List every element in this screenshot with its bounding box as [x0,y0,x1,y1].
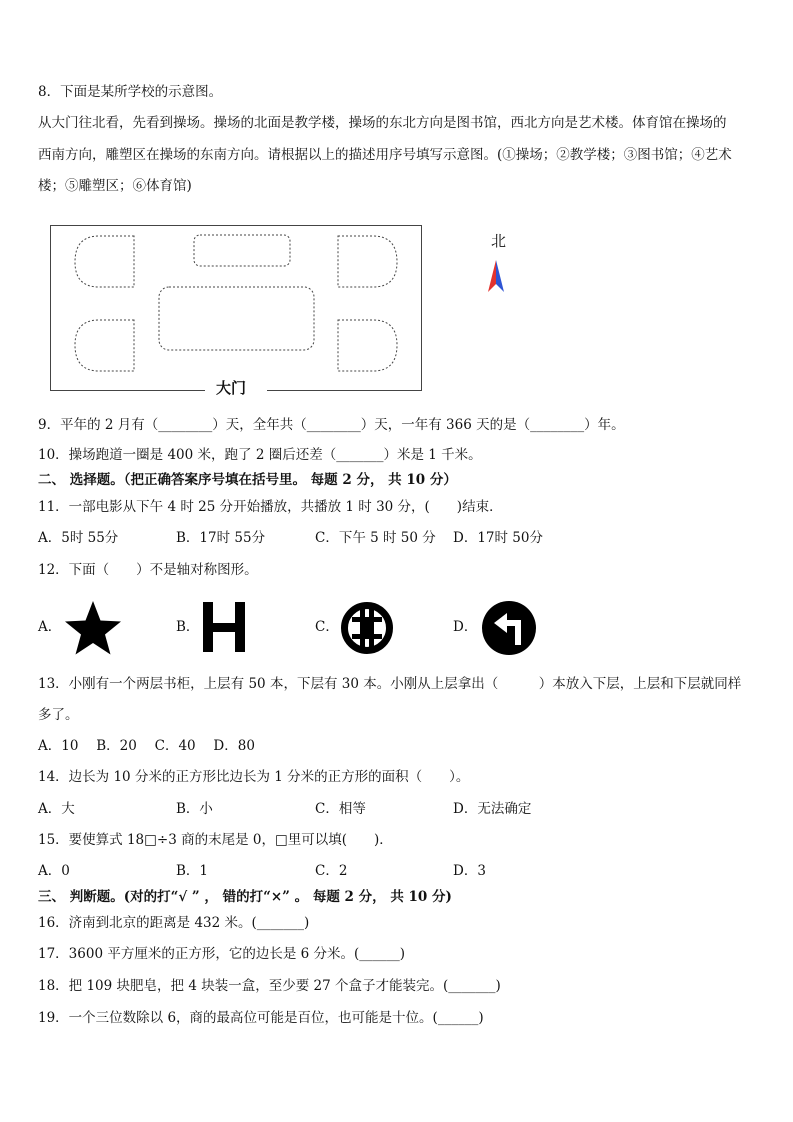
area-southeast [338,320,397,371]
letter-h-icon [201,600,247,654]
area-northeast [338,236,397,287]
q15-stem: 15．要使算式 18□÷3 商的末尾是 0，□里可以填( )． [38,832,393,848]
q12-stem: 12．下面（ ）不是轴对称图形。 [38,562,258,578]
q14-option-a: A．大 [38,801,75,817]
gate-label: 大门 [216,379,247,397]
q12-option-c: C． [315,619,339,635]
north-arrow-icon [486,254,508,294]
area-center [159,287,314,350]
q14-option-b: B．小 [176,801,213,817]
q11-stem: 11．一部电影从下午 4 时 25 分开始播放，共播放 1 时 30 分，( )结束． [38,499,503,515]
q14-stem: 14．边长为 10 分米的正方形比边长为 1 分米的正方形的面积（ ）。 [38,769,470,785]
q18: 18．把 109 块肥皂，把 4 块装一盒，至少要 27 个盒子才能装完。(_______) [38,978,501,994]
school-map [50,225,422,391]
turn-left-sign-icon [480,599,538,657]
q11-option-b: B．17时 55分 [176,530,266,546]
star-icon [62,599,124,657]
q17: 17．3600 平方厘米的正方形，它的边长是 6 分米。(______) [38,946,406,962]
q8-text-line2: 西南方向，雕塑区在操场的东南方向。请根据以上的描述用序号填写示意图。(①操场；②教学楼；③图书馆；④艺术 [38,147,732,163]
section-3-heading: 三、 判断题。(对的打“√ ” ， 错的打“×” 。 每题 2 分， 共 10 分) [38,889,452,905]
q14-option-c: C．相等 [315,801,366,817]
q10: 10．操场跑道一圈是 400 米，跑了 2 圈后还差（_______）米是 1 千米。 [38,447,482,463]
q11-option-c: C．下午 5 时 50 分 [315,530,436,546]
north-label: 北 [491,232,507,250]
area-southwest [75,320,134,371]
q11-option-a: A．5时 55分 [38,530,119,546]
q8-text-line1: 从大门往北看，先看到操场。操场的北面是教学楼，操场的东北方向是图书馆，西北方向是艺术楼。体育馆在操场的 [38,115,727,131]
q15-option-d: D．3 [453,863,486,879]
q12-option-d: D． [453,619,478,635]
q11-option-d: D．17时 50分 [453,530,543,546]
bank-logo-icon [339,600,395,656]
school-map-shapes [51,226,423,392]
q13-options: A．10 B．20 C．40 D．80 [38,738,255,754]
q12-option-b: B． [176,619,200,635]
q16: 16．济南到北京的距离是 432 米。(_______) [38,915,310,931]
q8-text-line3: 楼；⑤雕塑区；⑥体育馆) [38,178,192,194]
q15-option-b: B．1 [176,863,209,879]
q9: 9．平年的 2 月有（________）天，全年共（________）天，一年有 366 天的是（________）年。 [38,417,625,433]
area-northwest [75,236,134,287]
q15-option-c: C．2 [315,863,348,879]
q8-title: 8．下面是某所学校的示意图。 [38,84,223,100]
area-north [194,235,290,266]
q14-option-d: D．无法确定 [453,801,532,817]
q13-stem-line2: 多了。 [38,707,79,723]
q15-option-a: A．0 [38,863,70,879]
q12-option-a: A． [38,619,62,635]
section-2-heading: 二、 选择题。（把正确答案序号填在括号里。 每题 2 分， 共 10 分） [38,472,457,488]
q19: 19．一个三位数除以 6，商的最高位可能是百位，也可能是十位。(______) [38,1010,484,1026]
q13-stem-line1: 13．小刚有一个两层书柜，上层有 50 本，下层有 30 本。小刚从上层拿出（ ）本放入下层，上层和下层就同样 [38,676,742,692]
